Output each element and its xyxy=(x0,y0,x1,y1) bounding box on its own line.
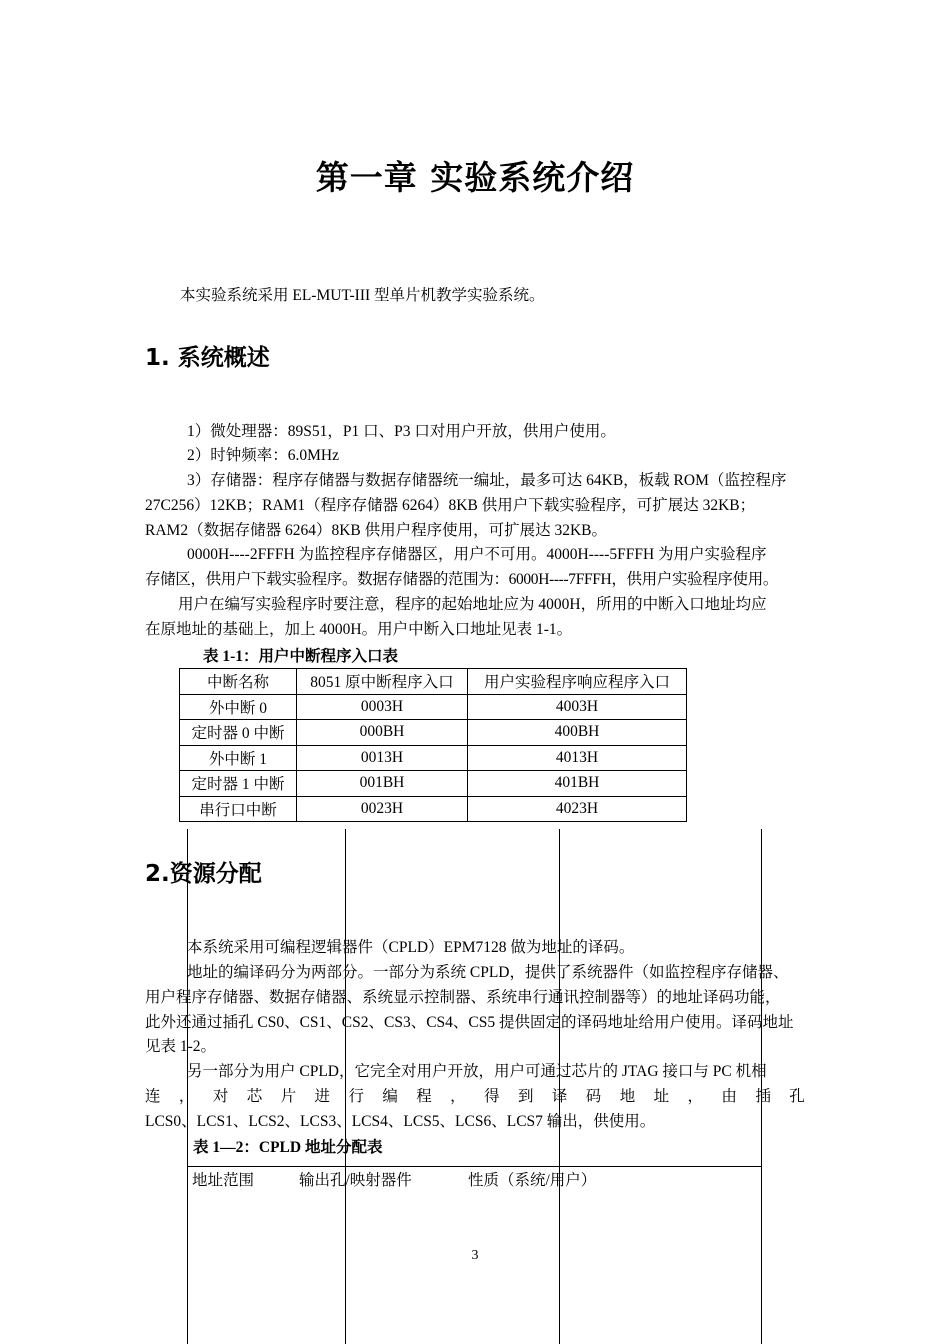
spread-char: 对 xyxy=(212,1088,229,1105)
s2-line-4: 此外还通过插孔 CS0、CS1、CS2、CS3、CS4、CS5 提供固定的译码地址给用户使用。译码地址 xyxy=(145,1014,794,1031)
table-header-cell: 中断名称 xyxy=(180,669,297,695)
spread-char: 地 xyxy=(619,1088,636,1105)
table-row xyxy=(180,771,687,797)
s1-line-6: 0000H----2FFFH 为监控程序存储器区，用户不可用。4000H----5FFFH 为用户实验程序 xyxy=(187,546,767,563)
spread-char: ， xyxy=(178,1088,195,1105)
table-cell: 000BH xyxy=(297,720,468,746)
page-number: 3 xyxy=(471,1248,479,1263)
table-2-top-border xyxy=(187,1166,762,1167)
section-1-heading: 1. 系统概述 xyxy=(145,345,270,371)
table-header-row xyxy=(180,669,687,695)
table-cell: 0003H xyxy=(297,694,468,720)
s1-line-5: RAM2（数据存储器 6264）8KB 供用户程序使用，可扩展达 32KB。 xyxy=(145,522,608,539)
s2-line-2: 地址的编译码分为两部分。一部分为系统 CPLD，提供了系统器件（如监控程序存储器、 xyxy=(187,964,789,981)
spread-char: 程 xyxy=(416,1088,432,1105)
s2-line-6: 另一部分为用户 CPLD，它完全对用户开放，用户可通过芯片的 JTAG 接口与 PC 机相 xyxy=(187,1063,767,1080)
spread-char: 片 xyxy=(280,1088,297,1105)
s1-line-8: 用户在编写实验程序时要注意，程序的起始地址应为 4000H，所用的中断入口地址均应 xyxy=(178,596,767,613)
s1-line-7: 存储区，供用户下载实验程序。数据存储器的范围为：6000H----7FFFH，供用户实验程序使用。 xyxy=(145,571,778,588)
spread-char: 址 xyxy=(653,1088,670,1105)
spread-char: 进 xyxy=(314,1088,331,1105)
spread-char: 插 xyxy=(755,1088,771,1105)
table-cell: 4013H xyxy=(468,745,687,771)
s2-last-line: LCS0、LCS1、LCS2、LCS3、LCS4、LCS5、LCS6、LCS7 输出，供使用。 xyxy=(145,1113,656,1130)
table-2-header-type: 性质（系统/用户） xyxy=(468,1172,597,1189)
section-2-heading: 2.资源分配 xyxy=(145,861,262,887)
spread-char: 得 xyxy=(484,1088,500,1105)
table-row xyxy=(180,796,687,822)
s1-line-1: 1）微处理器：89S51，P1 口、P3 口对用户开放，供用户使用。 xyxy=(187,423,616,440)
spread-char: 译 xyxy=(551,1088,568,1105)
spread-char: 芯 xyxy=(246,1088,263,1105)
s1-line-3: 3）存储器：程序存储器与数据存储器统一编址，最多可达 64KB，板载 ROM（监控程序 xyxy=(187,472,787,489)
table-cell: 定时器 0 中断 xyxy=(180,720,297,746)
s2-line-3: 用户程序存储器、数据存储器、系统显示控制器、系统串行通讯控制器等）的地址译码功能， xyxy=(145,989,781,1006)
table-cell: 0013H xyxy=(297,745,468,771)
table-cell: 401BH xyxy=(468,771,687,797)
spread-char: ， xyxy=(687,1088,704,1105)
table-cell: 外中断 0 xyxy=(180,694,297,720)
table-header-cell: 用户实验程序响应程序入口 xyxy=(468,669,687,695)
table-cell: 外中断 1 xyxy=(180,745,297,771)
spread-char: 编 xyxy=(382,1088,398,1105)
table-2-caption: 表 1—2：CPLD 地址分配表 xyxy=(193,1139,383,1156)
s2-spread-line xyxy=(145,1085,805,1109)
table-header-cell: 8051 原中断程序入口 xyxy=(297,669,468,695)
spread-char: 行 xyxy=(348,1088,364,1105)
s2-line-1: 本系统采用可编程逻辑器件（CPLD）EPM7128 做为地址的译码。 xyxy=(187,939,635,956)
table-cell: 串行口中断 xyxy=(180,796,297,822)
spread-char: 到 xyxy=(517,1088,534,1105)
table-cell: 400BH xyxy=(468,720,687,746)
s1-line-9: 在原地址的基础上，加上 4000H。用户中断入口地址见表 1-1。 xyxy=(145,621,573,638)
spread-char: 由 xyxy=(721,1088,737,1105)
table-cell: 001BH xyxy=(297,771,468,797)
s2-line-5: 见表 1-2。 xyxy=(145,1038,217,1055)
spread-char: 孔 xyxy=(789,1088,805,1105)
s1-line-4: 27C256）12KB；RAM1（程序存储器 6264）8KB 供用户下载实验程序，可扩展达 32KB； xyxy=(145,497,756,514)
intro-paragraph: 本实验系统采用 EL-MUT-III 型单片机教学实验系统。 xyxy=(180,287,545,304)
table-row xyxy=(180,720,687,746)
spread-char: 连 xyxy=(145,1088,161,1105)
spread-char: 码 xyxy=(585,1088,602,1105)
s1-line-2: 2）时钟频率：6.0MHz xyxy=(187,447,339,464)
table-cell: 0023H xyxy=(297,796,468,822)
table-row xyxy=(180,745,687,771)
spread-char: ， xyxy=(450,1088,466,1105)
table-2-header-address: 地址范围 xyxy=(192,1172,255,1189)
table-cell: 定时器 1 中断 xyxy=(180,771,297,797)
table-1-caption: 表 1-1：用户中断程序入口表 xyxy=(203,648,399,665)
table-cell: 4023H xyxy=(468,796,687,822)
table-row xyxy=(180,694,687,720)
interrupt-entry-table xyxy=(179,668,687,822)
chapter-title: 第一章 实验系统介绍 xyxy=(315,158,635,197)
table-cell: 4003H xyxy=(468,694,687,720)
table-2-header-output: 输出孔/映射器件 xyxy=(299,1172,412,1189)
